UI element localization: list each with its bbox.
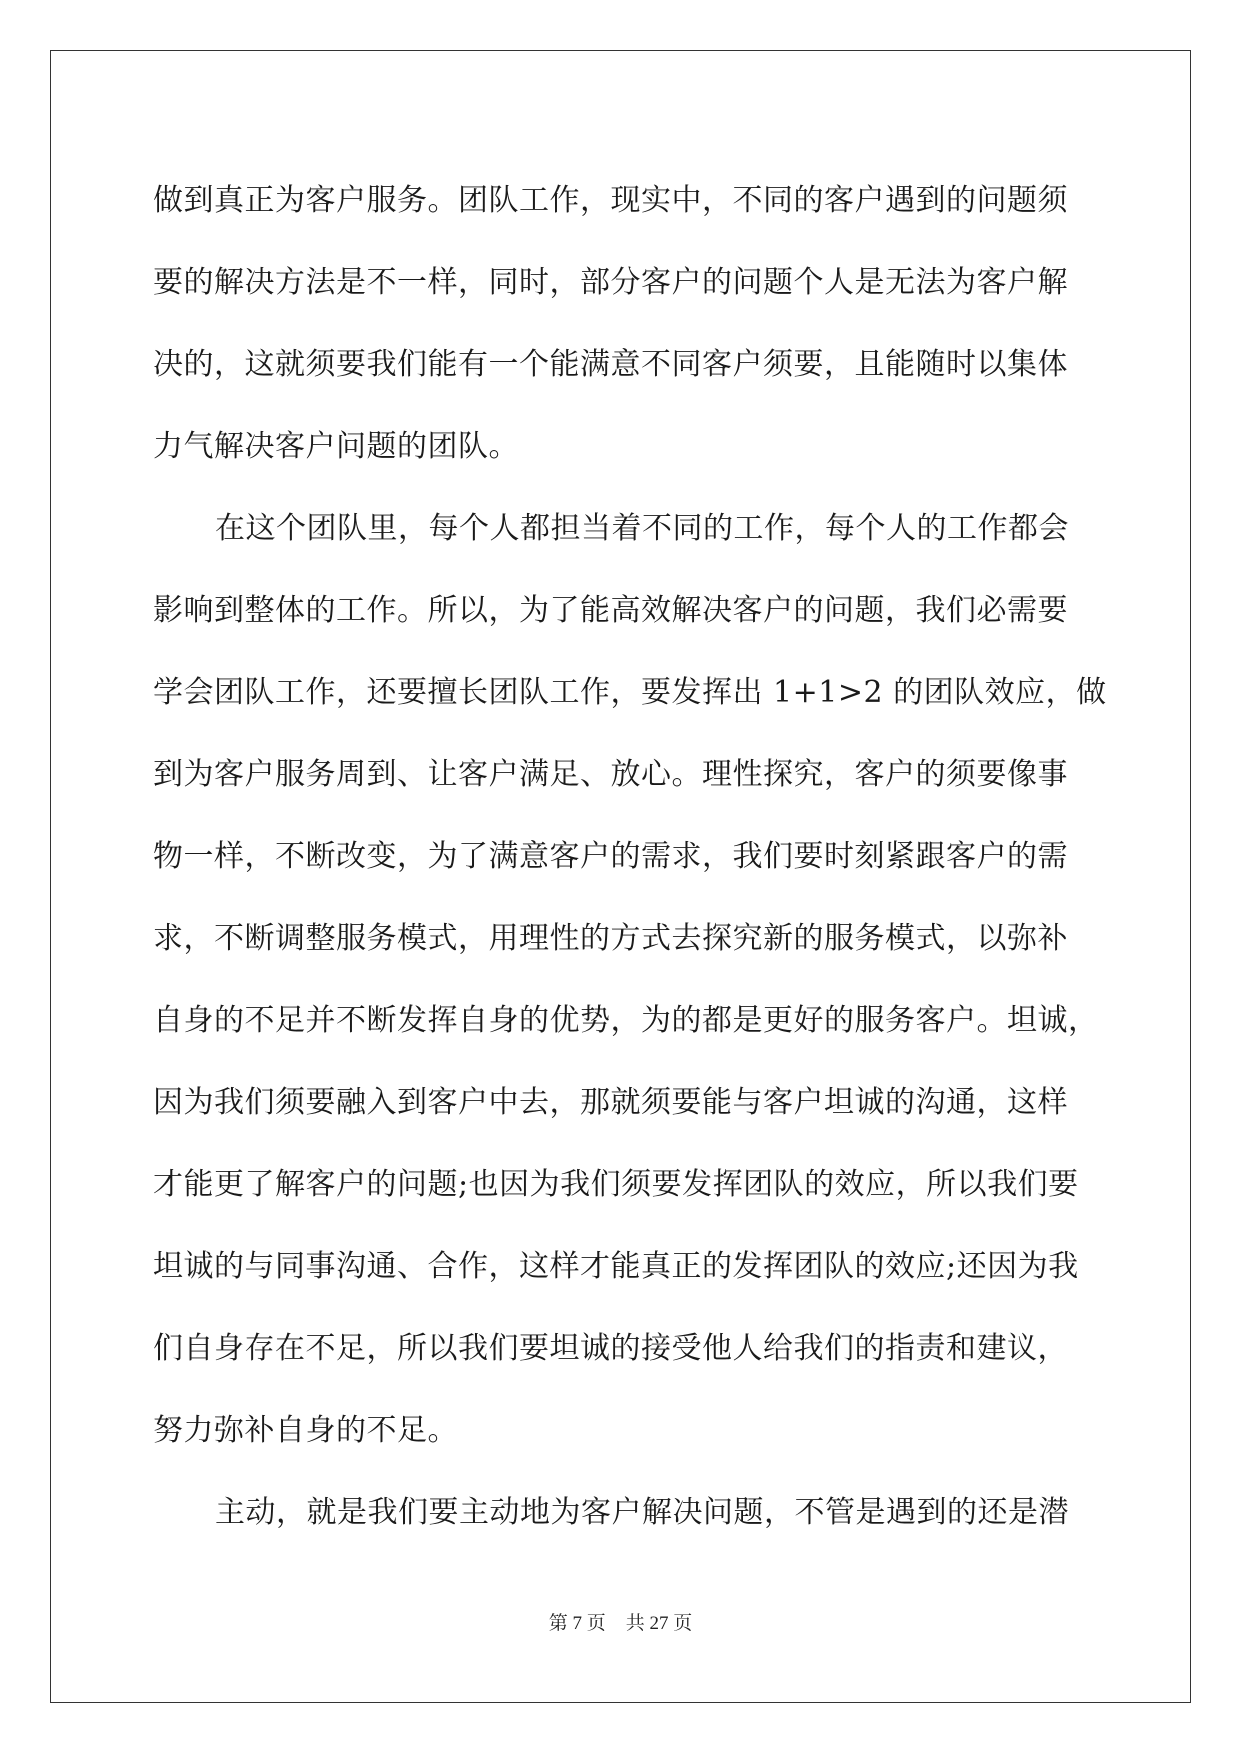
page-number: 第 7 页 — [548, 1613, 606, 1634]
page-footer — [0, 1608, 1241, 1635]
text-line-7: 学会团队工作，还要擅长团队工作，要发挥出 1+1>2 的团队效应，做 — [153, 675, 1107, 710]
text-line-2: 要的解决方法是不一样，同时，部分客户的问题个人是无法为客户解 — [153, 265, 1068, 300]
text-line-5: 在这个团队里，每个人都担当着不同的工作，每个人的工作都会 — [215, 511, 1069, 546]
text-line-1: 做到真正为客户服务。团队工作，现实中，不同的客户遇到的问题须 — [153, 183, 1068, 218]
text-line-14: 坦诚的与同事沟通、合作，这样才能真正的发挥团队的效应;还因为我 — [153, 1249, 1079, 1284]
document-body — [153, 160, 1107, 1554]
text-line-11: 自身的不足并不断发挥自身的优势，为的都是更好的服务客户。坦诚， — [153, 1003, 1099, 1038]
text-line-12: 因为我们须要融入到客户中去，那就须要能与客户坦诚的沟通，这样 — [153, 1085, 1068, 1120]
text-line-17: 主动，就是我们要主动地为客户解决问题，不管是遇到的还是潜 — [215, 1495, 1069, 1530]
text-line-13: 才能更了解客户的问题;也因为我们须要发挥团队的效应，所以我们要 — [153, 1167, 1079, 1202]
text-line-10: 求，不断调整服务模式，用理性的方式去探究新的服务模式，以弥补 — [153, 921, 1068, 956]
text-line-16: 努力弥补自身的不足。 — [153, 1413, 458, 1448]
text-line-9: 物一样，不断改变，为了满意客户的需求，我们要时刻紧跟客户的需 — [153, 839, 1068, 874]
text-line-15: 们自身存在不足，所以我们要坦诚的接受他人给我们的指责和建议， — [153, 1331, 1068, 1366]
text-line-6: 影响到整体的工作。所以，为了能高效解决客户的问题，我们必需要 — [153, 593, 1068, 628]
page-total: 共 27 页 — [625, 1613, 693, 1634]
text-line-8: 到为客户服务周到、让客户满足、放心。理性探究，客户的须要像事 — [153, 757, 1068, 792]
text-line-3: 决的，这就须要我们能有一个能满意不同客户须要，且能随时以集体 — [153, 347, 1068, 382]
text-line-4: 力气解决客户问题的团队。 — [153, 429, 519, 464]
